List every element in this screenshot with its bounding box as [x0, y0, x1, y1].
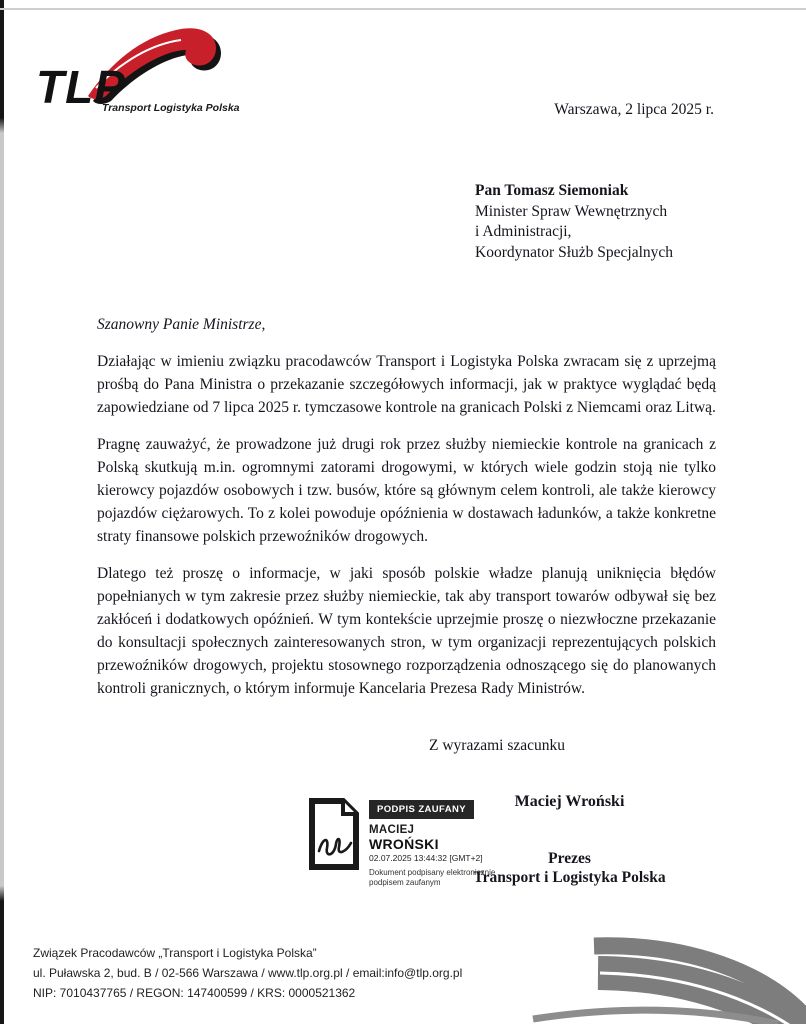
tlp-logo	[36, 14, 252, 120]
letter-body	[97, 350, 716, 714]
signer-organization: Transport i Logistyka Polska	[473, 869, 666, 886]
signer-name: Maciej Wroński	[514, 793, 625, 810]
stamp-timestamp: 02.07.2025 13:44:32 [GMT+2]	[369, 853, 483, 863]
closing-line: Z wyrazami szacunku	[429, 737, 565, 754]
logo-acronym: TLP	[36, 61, 126, 113]
date-line: Warszawa, 2 lipca 2025 r.	[554, 101, 714, 118]
stamp-note-line: Dokument podpisany elektronicznie	[369, 868, 496, 877]
footer-address-line: ul. Puławska 2, bud. B / 02-566 Warszawa / www.tlp.org.pl / email:info@tlp.org.pl	[33, 966, 463, 980]
body-paragraph: Pragnę zauważyć, że prowadzone już drugi rok przez służby niemieckie kontrole na granicach z Polską skutkują m.in. ogromnymi zatorami drogowymi, w których wiele godzin stoją nie tylko kierowcy pojazdów osobowych i tzw. busów, które są głównym celem kontroli, ale także kierowcy pojazdów ciężarowych. To z kolei powoduje opóźnienia w dostawach ładunków, a także konkretne straty finansowe polskich przewoźników drogowych.	[97, 436, 716, 545]
letter-footer	[33, 943, 462, 1003]
logo-tagline: Transport Logistyka Polska	[102, 102, 240, 114]
signer-title: Prezes	[548, 850, 591, 867]
recipient-block	[475, 181, 673, 263]
stamp-first-name: MACIEJ	[369, 824, 415, 836]
body-paragraph: Dlatego też proszę o informacje, w jaki sposób polskie władze planują uniknięcia błędów popełnianych w tym zakresie przez służby niemieckie, tak aby transport towarów odbywał się bez zakłóceń i dodatkowych opóźnień. W tym kontekście uprzejmie proszę o niezwłoczne przekazanie do konsultacji społecznych zainteresowanych stron, w tym organizacji reprezentujących polskich przewoźników drogowych, projektu stosownego rozporządzenia odnoszącego się do planowanych kontroli granicznych, o którym informuje Kancelaria Prezesa Rady Ministrów.	[97, 565, 716, 697]
stamp-note-line: podpisem zaufanym	[369, 877, 441, 887]
recipient-name: Pan Tomasz Siemoniak	[475, 182, 629, 199]
trusted-signature-stamp	[308, 795, 496, 887]
footer-company-line: Związek Pracodawców „Transport i Logistyka Polska”	[33, 946, 317, 960]
footer-registry-line: NIP: 7010437765 / REGON: 147400599 / KRS: 0000521362	[33, 986, 356, 1000]
page-left-edge	[0, 0, 4, 1024]
signer-block	[462, 793, 677, 887]
salutation: Szanowny Panie Ministrze,	[97, 316, 266, 333]
road-artwork	[448, 918, 806, 1024]
signed-document-icon	[308, 797, 360, 871]
stamp-last-name: WROŃSKI	[369, 836, 439, 852]
body-paragraph: Działając w imieniu związku pracodawców Transport i Logistyka Polska zwracam się z uprzejmą prośbą do Pana Ministra o przekazanie szczegółowych informacji, jak w praktyce wyglądać będą zapowiedziane od 7 lipca 2025 r. tymczasowe kontrole na granicach Polski z Niemcami oraz Litwą.	[97, 353, 716, 416]
recipient-line: Koordynator Służb Specjalnych	[475, 243, 674, 261]
stamp-badge: PODPIS ZAUFANY	[369, 800, 474, 819]
recipient-line: Minister Spraw Wewnętrznych	[475, 202, 668, 220]
page-top-rule	[0, 8, 806, 10]
recipient-line: i Administracji,	[475, 223, 572, 240]
